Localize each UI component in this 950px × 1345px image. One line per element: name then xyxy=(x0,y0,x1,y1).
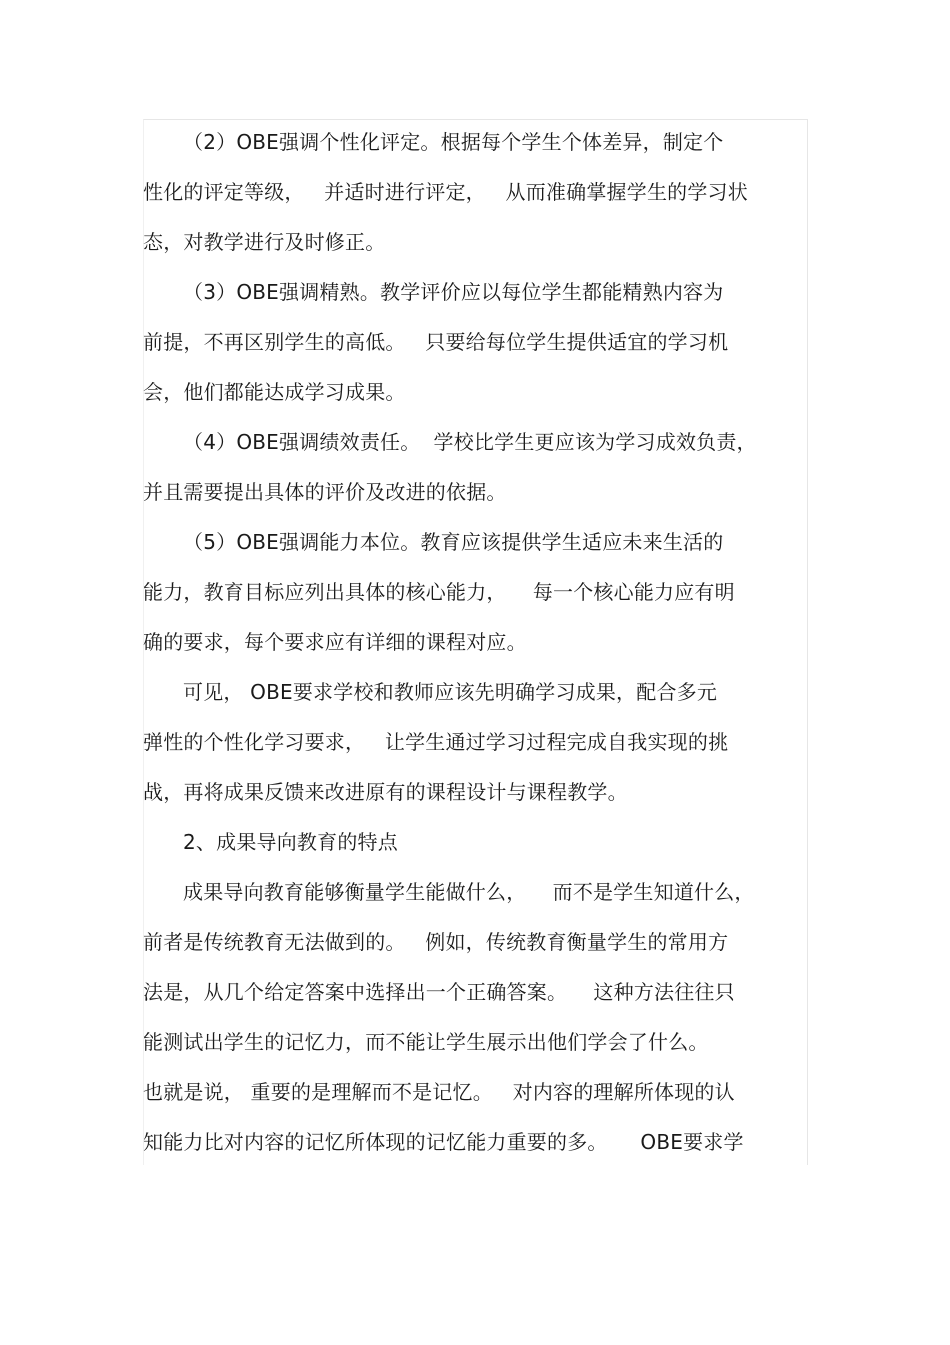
text-line: 战，再将成果反馈来改进原有的课程设计与课程教学。 xyxy=(143,780,628,804)
text-line: （3）OBE强调精熟。教学评价应以每位学生都能精熟内容为 xyxy=(183,280,724,304)
text-line: （2）OBE强调个性化评定。根据每个学生个体差异，制定个 xyxy=(183,130,724,154)
text-line: 并且需要提出具体的评价及改进的依据。 xyxy=(143,480,507,504)
text-line: 能测试出学生的记忆力，而不能让学生展示出他们学会了什么。 xyxy=(143,1030,709,1054)
text-line: 也就是说， 重要的是理解而不是记忆。 对内容的理解所体现的认 xyxy=(143,1080,735,1104)
section-heading: 2、成果导向教育的特点 xyxy=(183,830,398,854)
text-line: 态，对教学进行及时修正。 xyxy=(143,230,386,254)
text-line: （5）OBE强调能力本位。教育应该提供学生适应未来生活的 xyxy=(183,530,724,554)
text-line: 性化的评定等级， 并适时进行评定， 从而准确掌握学生的学习状 xyxy=(143,180,748,204)
text-line: 确的要求，每个要求应有详细的课程对应。 xyxy=(143,630,527,654)
text-line: 前提，不再区别学生的高低。 只要给每位学生提供适宜的学习机 xyxy=(143,330,729,354)
text-line: 可见， OBE要求学校和教师应该先明确学习成果，配合多元 xyxy=(183,680,718,704)
text-line: 能力，教育目标应列出具体的核心能力， 每一个核心能力应有明 xyxy=(143,580,735,604)
text-line: 法是，从几个给定答案中选择出一个正确答案。 这种方法往往只 xyxy=(143,980,735,1004)
text-line: 成果导向教育能够衡量学生能做什么， 而不是学生知道什么， xyxy=(183,880,755,904)
text-line: 弹性的个性化学习要求， 让学生通过学习过程完成自我实现的挑 xyxy=(143,730,729,754)
text-line: 会，他们都能达成学习成果。 xyxy=(143,380,406,404)
text-line: 知能力比对内容的记忆所体现的记忆能力重要的多。 OBE要求学 xyxy=(143,1130,744,1154)
text-line: 前者是传统教育无法做到的。 例如，传统教育衡量学生的常用方 xyxy=(143,930,729,954)
text-line: （4）OBE强调绩效责任。 学校比学生更应该为学习成效负责， xyxy=(183,430,757,454)
